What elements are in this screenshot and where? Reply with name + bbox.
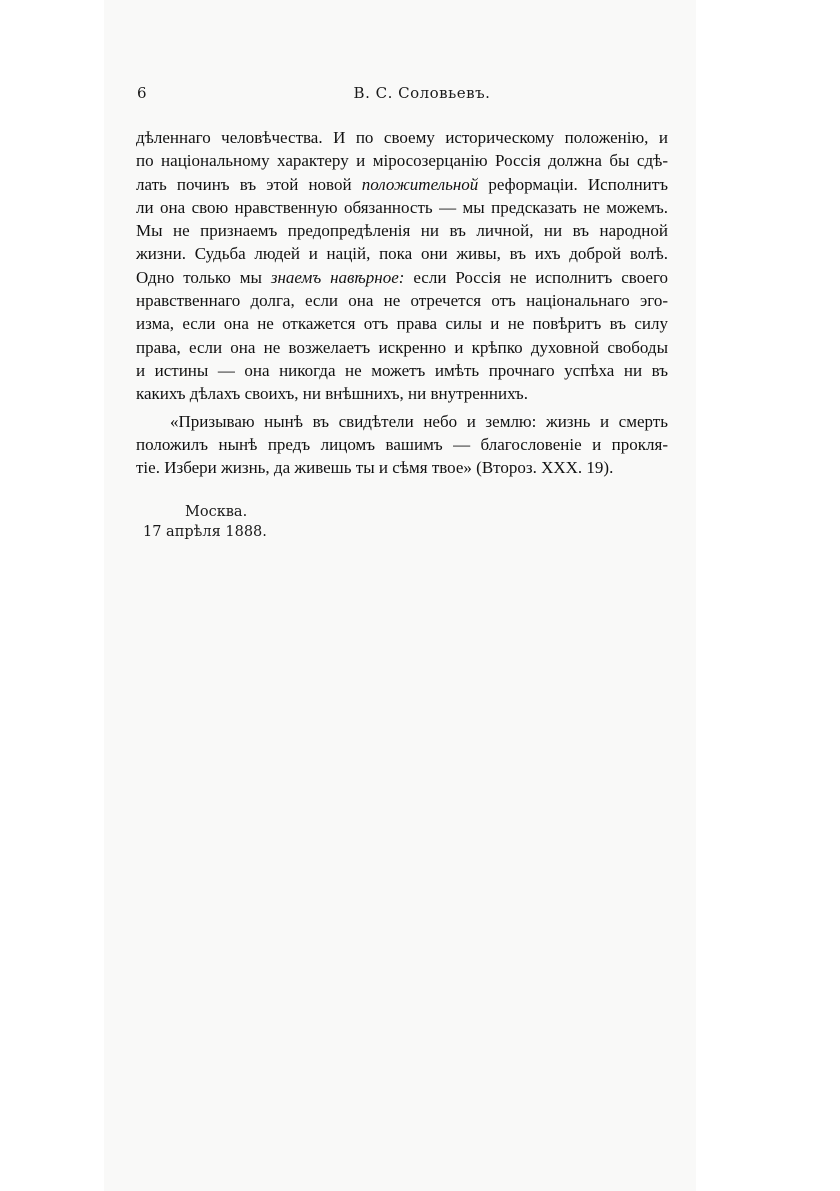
text-line: права, если она не возжелаетъ искренно и крѣпко духовной свободы <box>136 337 668 357</box>
signature-place: Москва. <box>185 504 248 520</box>
page-header <box>137 84 707 110</box>
text-line: и истины — она никогда не можетъ имѣть прочнаго успѣха ни въ <box>136 360 668 380</box>
text-line: Мы не признаемъ предопредѣленія ни въ личной, ни въ народной <box>136 221 668 241</box>
text-line: лать починъ въ этой новой положительной реформаціи. Исполнитъ <box>136 174 668 194</box>
emphasis: знаемъ навѣрное: <box>270 267 405 287</box>
text-line: дѣленнаго человѣчества. И по своему историческому положенію, и <box>136 128 668 147</box>
text-line: нравственнаго долга, если она не отречется отъ національнаго эго- <box>136 291 668 311</box>
text-line: изма, если она не откажется отъ права силы и не повѣритъ въ силу <box>136 314 668 334</box>
paragraph <box>136 126 668 406</box>
text-line: положилъ нынѣ предъ лицомъ вашимъ — благословеніе и прокля- <box>136 434 668 454</box>
body-text <box>136 126 668 483</box>
running-head: В. С. Соловьевъ. <box>353 84 491 102</box>
page-number: 6 <box>137 84 147 102</box>
signature-date: 17 апрѣля 1888. <box>143 524 267 540</box>
signature-block <box>143 502 267 542</box>
text-line: Одно только мы знаемъ навѣрное: если Россія не исполнитъ своего <box>136 267 669 287</box>
paragraph <box>136 410 668 480</box>
text-line: «Призываю нынѣ въ свидѣтели небо и землю: жизнь и смерть <box>170 411 668 431</box>
text-line: тіе. Избери жизнь, да живешь ты и сѣмя твое» (Второз. XXX. 19). <box>136 458 614 478</box>
text-line: по національному характеру и міросозерцанію Россія должна бы сдѣ- <box>136 151 668 171</box>
text-line: жизни. Судьба людей и націй, пока они живы, въ ихъ доброй волѣ. <box>136 244 668 264</box>
emphasis: положительной <box>361 174 479 194</box>
text-line: ли она свою нравственную обязанность — мы предсказать не можемъ. <box>136 197 668 217</box>
text-line: какихъ дѣлахъ своихъ, ни внѣшнихъ, ни внутреннихъ. <box>136 384 528 404</box>
